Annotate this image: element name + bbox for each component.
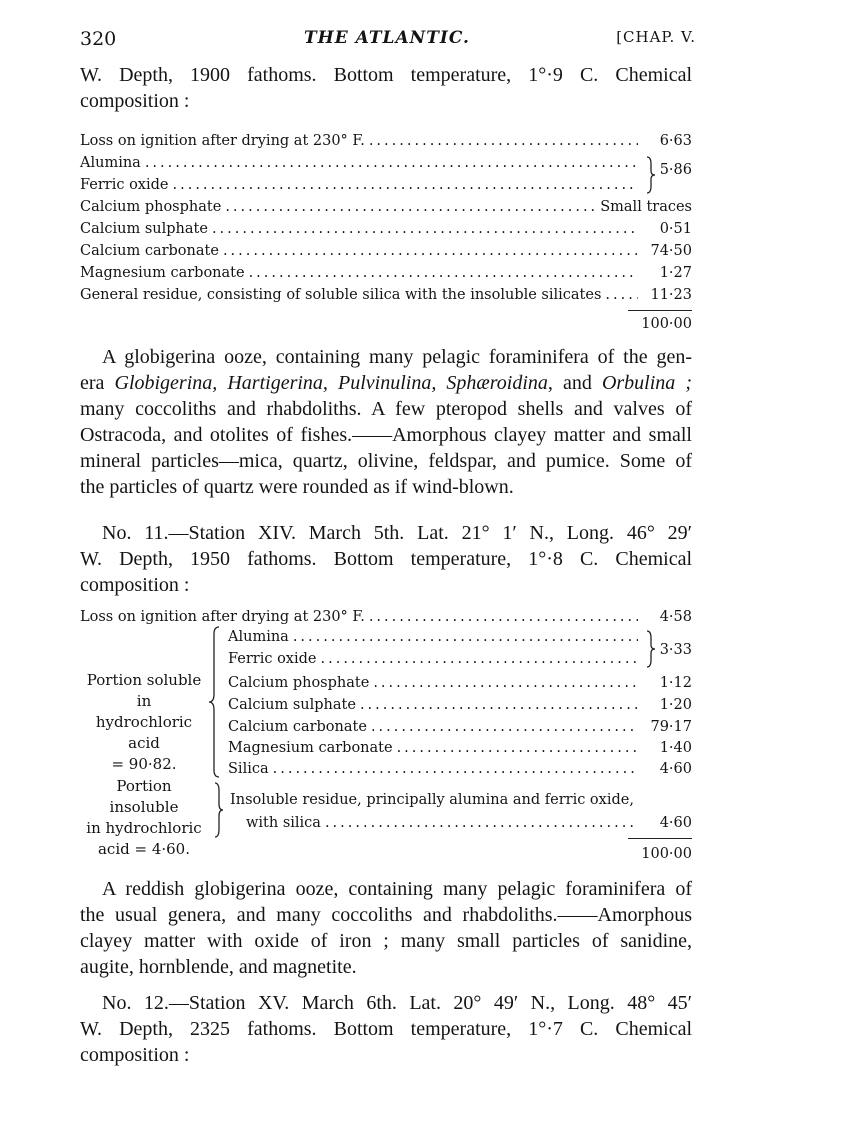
table-row	[80, 218, 692, 240]
text-line: W. Depth, 1950 fathoms. Bottom temperature, 1°·8 C. Chemical	[80, 548, 692, 570]
table-total: 100·00	[641, 846, 692, 862]
table-row	[80, 174, 642, 196]
text-line: No. 11.—Station XIV. March 5th. Lat. 21° 1′ N., Long. 46° 29′	[102, 522, 692, 544]
text-line: No. 12.—Station XV. March 6th. Lat. 20° 49′ N., Long. 48° 45′	[102, 992, 692, 1014]
chapter-label: [CHAP. V.	[616, 28, 696, 46]
text-line: Ostracoda, and otolites of fishes.——Amorphous clayey matter and small	[80, 424, 692, 446]
row-value: 4·60	[659, 761, 692, 777]
row-value: 1·27	[659, 265, 692, 281]
row-label: Calcium carbonate	[80, 243, 219, 259]
composition-table-2	[80, 606, 692, 868]
alumina-ferric-value: 5·86	[659, 162, 692, 178]
table-row	[228, 716, 692, 738]
table-row	[228, 672, 692, 694]
page-number: 320	[80, 28, 117, 50]
row-value: 4·58	[659, 609, 692, 625]
row-label: Calcium phosphate	[80, 199, 222, 215]
description-paragraph-2	[80, 876, 692, 980]
text-line: augite, hornblende, and magnetite.	[80, 956, 357, 978]
total-rule	[628, 838, 692, 839]
page-header	[80, 28, 694, 52]
row-value: 1·12	[659, 675, 692, 691]
row-label: Loss on ignition after drying at 230° F.	[80, 133, 365, 149]
text-line: many coccoliths and rhabdoliths. A few pteropod shells and valves of	[80, 398, 692, 420]
row-value: 1·40	[659, 740, 692, 756]
row-label: Magnesium carbonate	[228, 740, 393, 756]
row-label: Alumina	[80, 155, 141, 171]
row-value: 1·20	[659, 697, 692, 713]
table-row	[228, 648, 642, 670]
total-rule	[628, 310, 692, 311]
right-brace-icon	[214, 782, 224, 838]
row-value: 6·63	[659, 133, 692, 149]
composition-table-1	[80, 130, 692, 340]
row-label: with silica	[246, 815, 321, 831]
text-line: composition :	[80, 1044, 190, 1066]
table-row	[80, 284, 692, 306]
table-row	[80, 152, 642, 174]
text-line: the usual genera, and many coccoliths and rhabdoliths.——Amorphous	[80, 904, 692, 926]
table-row	[80, 196, 692, 218]
running-title: THE ATLANTIC.	[304, 28, 470, 48]
left-brace-icon	[208, 626, 220, 778]
table-row	[228, 694, 692, 716]
description-paragraph-1	[80, 344, 692, 500]
table-row	[228, 626, 642, 648]
row-value: 11·23	[650, 287, 692, 303]
table-row	[80, 240, 692, 262]
row-label: General residue, consisting of soluble silica with the insoluble silicates	[80, 287, 602, 303]
text-line: era Globigerina, Hartigerina, Pulvinulina, Sphæroidina, and Orbulina ;	[80, 372, 693, 394]
table-total: 100·00	[641, 316, 692, 332]
row-value: 79·17	[650, 719, 692, 735]
right-brace-icon	[646, 156, 656, 194]
text-line: A reddish globigerina ooze, containing many pelagic foraminifera of	[102, 878, 692, 900]
text-line: W. Depth, 2325 fathoms. Bottom temperature, 1°·7 C. Chemical	[80, 1018, 692, 1040]
table-row	[228, 758, 692, 780]
row-label: Calcium sulphate	[228, 697, 356, 713]
table-row	[246, 812, 692, 834]
table-row	[80, 262, 692, 284]
text-line: A globigerina ooze, containing many pelagic foraminifera of the gen-	[102, 346, 692, 368]
row-label: Magnesium carbonate	[80, 265, 245, 281]
right-brace-icon	[646, 630, 656, 668]
row-value: Small traces	[600, 199, 692, 215]
row-value: 74·50	[650, 243, 692, 259]
row-label: Calcium sulphate	[80, 221, 208, 237]
station-11-heading	[80, 520, 692, 598]
row-label: Alumina	[228, 629, 289, 645]
alumina-ferric-value: 3·33	[659, 642, 692, 658]
text-line: composition :	[80, 574, 190, 596]
text-line: the particles of quartz were rounded as if wind-blown.	[80, 476, 514, 498]
row-label: Silica	[228, 761, 269, 777]
row-label: Ferric oxide	[80, 177, 169, 193]
table-row	[80, 130, 692, 152]
text-line: clayey matter with oxide of iron ; many small particles of sanidine,	[80, 930, 692, 952]
station-12-heading	[80, 990, 692, 1068]
row-value: 0·51	[659, 221, 692, 237]
text-line: composition :	[80, 90, 190, 112]
row-value: 4·60	[659, 815, 692, 831]
table-row	[80, 606, 692, 628]
insoluble-portion-label: Portion insoluble in hydrochloric acid = 4·60.	[86, 777, 202, 858]
station-intro-top	[80, 62, 692, 114]
text-line: mineral particles—mica, quartz, olivine, feldspar, and pumice. Some of	[80, 450, 692, 472]
table-row	[228, 737, 692, 759]
soluble-portion-label: Portion soluble in hydrochloric acid = 90·82.	[86, 671, 202, 773]
row-label: Calcium phosphate	[228, 675, 370, 691]
insoluble-residue-label: Insoluble residue, principally alumina and ferric oxide,	[230, 792, 634, 808]
row-label: Ferric oxide	[228, 651, 317, 667]
row-label: Loss on ignition after drying at 230° F.	[80, 609, 365, 625]
text-line: W. Depth, 1900 fathoms. Bottom temperature, 1°·9 C. Chemical	[80, 64, 692, 86]
row-label: Calcium carbonate	[228, 719, 367, 735]
